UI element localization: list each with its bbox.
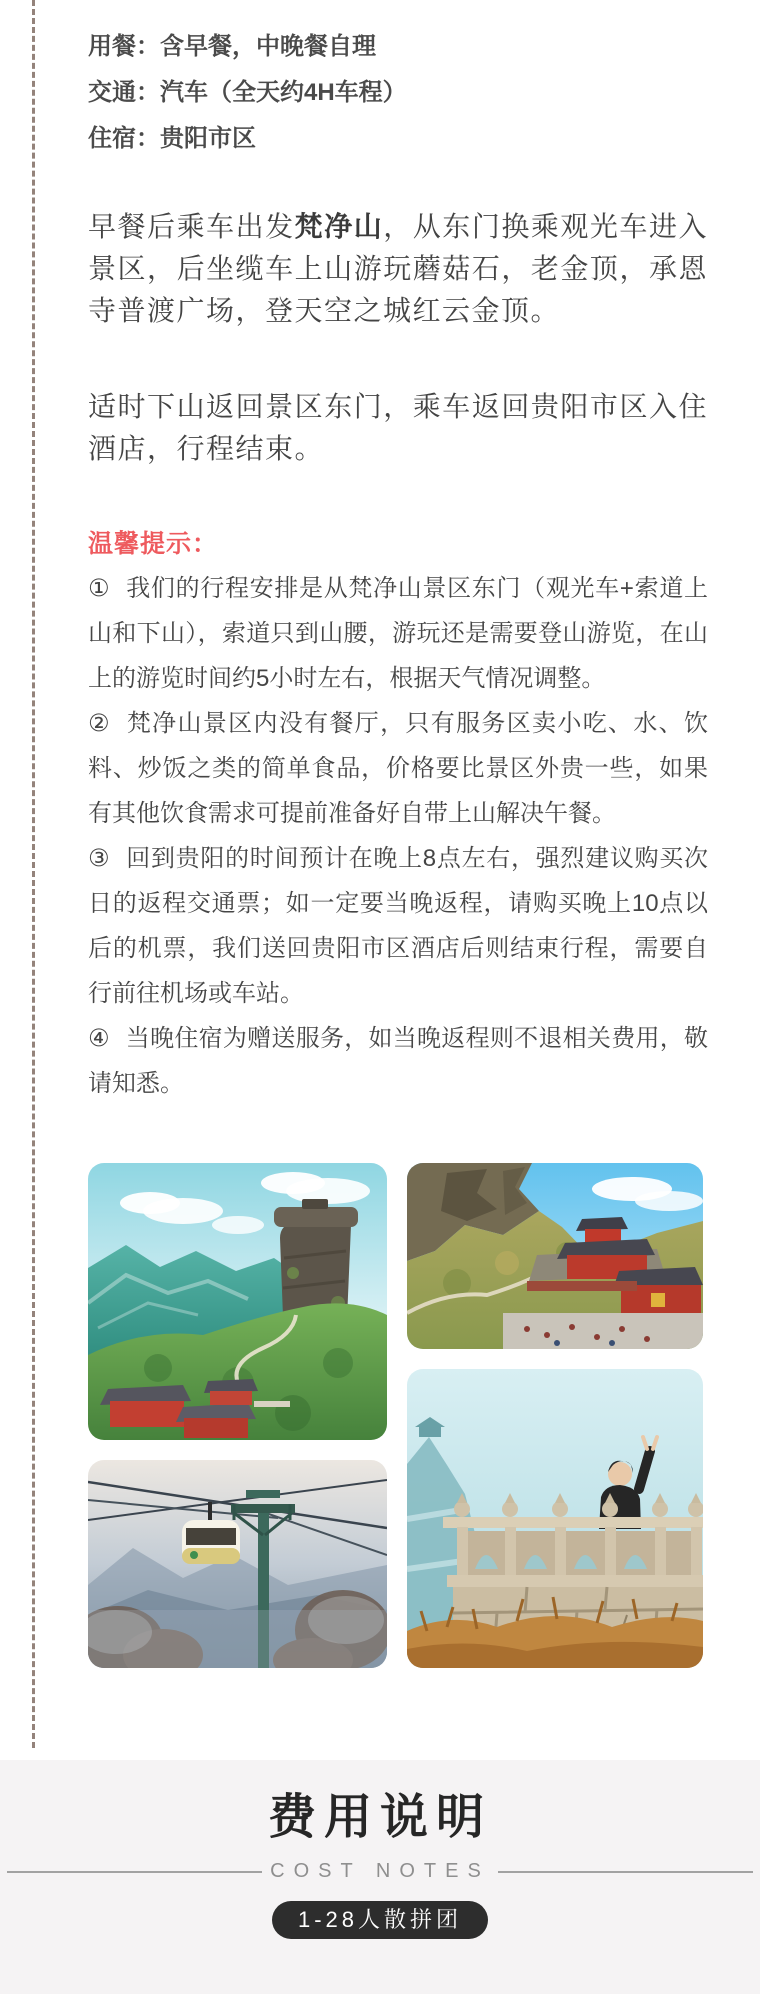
- cost-notes-section: [0, 1760, 760, 1994]
- highlight-fanjingshan: 梵净山: [294, 211, 384, 242]
- photo-gallery: [88, 1163, 703, 1668]
- tip-marker: ①: [88, 575, 111, 602]
- gallery-column-left: [88, 1163, 387, 1668]
- paragraph-text: 早餐后乘车出发: [88, 211, 295, 242]
- tip-marker: ③: [88, 845, 111, 872]
- mushroom-stone-peak-photo: [88, 1163, 387, 1440]
- itinerary-paragraph-1: [88, 206, 708, 332]
- divider-line-right: [498, 1871, 753, 1873]
- tip-item: [88, 566, 708, 701]
- paragraph-text: ，从东门换乘观光车进入景区，后坐缆车上山游玩蘑菇石，老金顶，承恩寺普渡广场，登天空之城红云金顶。: [88, 211, 708, 326]
- info-line-meals: 用餐：含早餐，中晚餐自理: [88, 33, 376, 60]
- info-line-transport: 交通：汽车（全天约4H车程）: [88, 79, 407, 106]
- day-info-block: [88, 24, 708, 162]
- tip-item: [88, 1016, 708, 1106]
- timeline-dashed-line: [32, 0, 35, 1748]
- info-line-stay: 住宿：贵阳市区: [88, 125, 256, 152]
- tip-text: 当晚住宿为赠送服务，如当晚返程则不退相关费用，敬请知悉。: [88, 1025, 709, 1097]
- tips-heading: 温馨提示：: [88, 530, 219, 558]
- itinerary-paragraph-2: 适时下山返回景区东门，乘车返回贵阳市区入住酒店，行程结束。: [88, 391, 708, 464]
- gallery-column-right: [407, 1163, 703, 1668]
- tip-text: 梵净山景区内没有餐厅，只有服务区卖小吃、水、饮料、炒饭之类的简单食品，价格要比景区外贵一些，如果有其他饮食需求可提前准备好自带上山解决午餐。: [88, 710, 709, 827]
- tip-item: [88, 701, 708, 836]
- stone-terrace-visitor-photo: [407, 1369, 703, 1668]
- tip-text: 回到贵阳的时间预计在晚上8点左右，强烈建议购买次日的返程交通票；如一定要当晚返程，请购买晚上10点以后的机票，我们送回贵阳市区酒店后则结束行程，需要自行前往机场或车站。: [88, 845, 708, 1007]
- tips-list: [88, 566, 708, 1106]
- tip-marker: ④: [88, 1025, 110, 1052]
- cost-section-subtitle: COST NOTES: [270, 1860, 490, 1882]
- tip-item: [88, 836, 708, 1016]
- divider-line-left: [7, 1871, 262, 1873]
- cable-car-photo: [88, 1460, 387, 1668]
- tip-marker: ②: [88, 710, 111, 737]
- cost-section-subtitle-row: [7, 1860, 753, 1883]
- group-size-badge: 1-28人散拼团: [272, 1901, 488, 1939]
- mountaintop-temple-photo: [407, 1163, 703, 1349]
- cost-section-title: 费用说明: [267, 1791, 492, 1844]
- tip-text: 我们的行程安排是从梵净山景区东门（观光车+索道上山和下山），索道只到山腰，游玩还是需要登山游览，在山上的游览时间约5小时左右，根据天气情况调整。: [88, 575, 708, 692]
